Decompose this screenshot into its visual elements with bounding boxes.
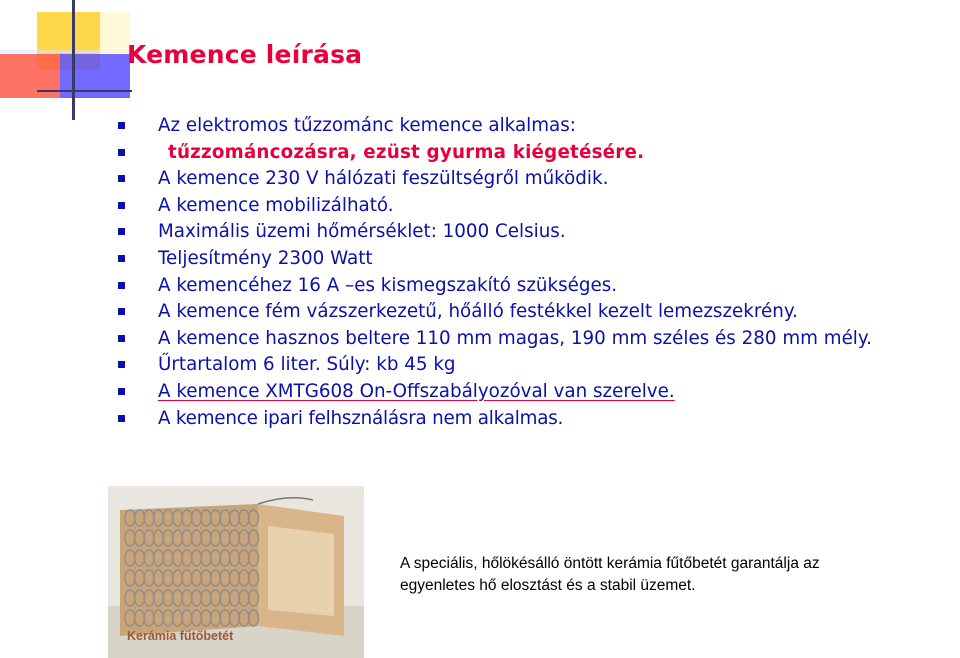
square-bullet-icon [118,415,125,422]
square-bullet-icon [118,175,125,182]
square-bullet-icon [118,308,125,315]
bullet-item [118,353,878,376]
bullet-item [118,300,878,323]
bullet-item [118,407,878,430]
square-bullet-icon [118,122,125,129]
bullet-text: A kemence fém vázszerkezetű, hőálló festékkel kezelt lemezszekrény. [158,301,798,323]
square-bullet-icon [118,149,125,156]
bullet-text: Az elektromos tűzzománc kemence alkalmas: [158,115,576,136]
bullet-text: tűzzománcozásra, ezüst gyurma kiégetésére. [168,141,645,163]
bullet-text: Maximális üzemi hőmérséklet: 1000 Celsius. [158,221,566,243]
square-bullet-icon [118,282,125,289]
bullet-text: Űrtartalom 6 liter. Súly: kb 45 kg [158,354,456,376]
bullet-item [118,274,878,297]
square-bullet-icon [118,335,125,342]
square-bullet-icon [118,228,125,235]
decorative-color-blocks [0,0,140,120]
square-bullet-icon [118,361,125,368]
bullet-text: A kemencéhez 16 A –es kismegszakító szükséges. [158,274,618,296]
photo-caption: A speciális, hőlökésálló öntött kerámia fűtőbetét garantálja az egyenletes hő elosztást és a stabil üzemet. [400,555,820,594]
bullet-item [118,194,878,217]
bullet-text: A kemence hasznos beltere 110 mm magas, 190 mm széles és 280 mm mély. [158,327,872,349]
bullet-text: A kemence 230 V hálózati feszültségről működik. [158,168,609,190]
bullet-item [118,327,878,350]
bullet-text: A kemence mobilizálható. [158,194,394,216]
bullet-list [118,114,878,433]
bullet-text: A kemence ipari felhsználásra nem alkalmas. [158,407,564,429]
square-bullet-icon [118,202,125,209]
slide-title: Kemence leírása [127,40,363,69]
bullet-text: A kemence XMTG608 On-Offszabályozóval van szerelve. [158,380,675,402]
photo-label: Kerámia fűtőbetét [127,629,234,643]
bullet-item [118,247,878,270]
bullet-item [118,114,878,137]
bullet-item [118,167,878,190]
bullet-text: Teljesítmény 2300 Watt [158,247,373,269]
bullet-item [118,141,878,164]
square-bullet-icon [118,255,125,262]
square-bullet-icon [118,388,125,395]
bullet-item [118,220,878,243]
bullet-item [118,380,878,403]
